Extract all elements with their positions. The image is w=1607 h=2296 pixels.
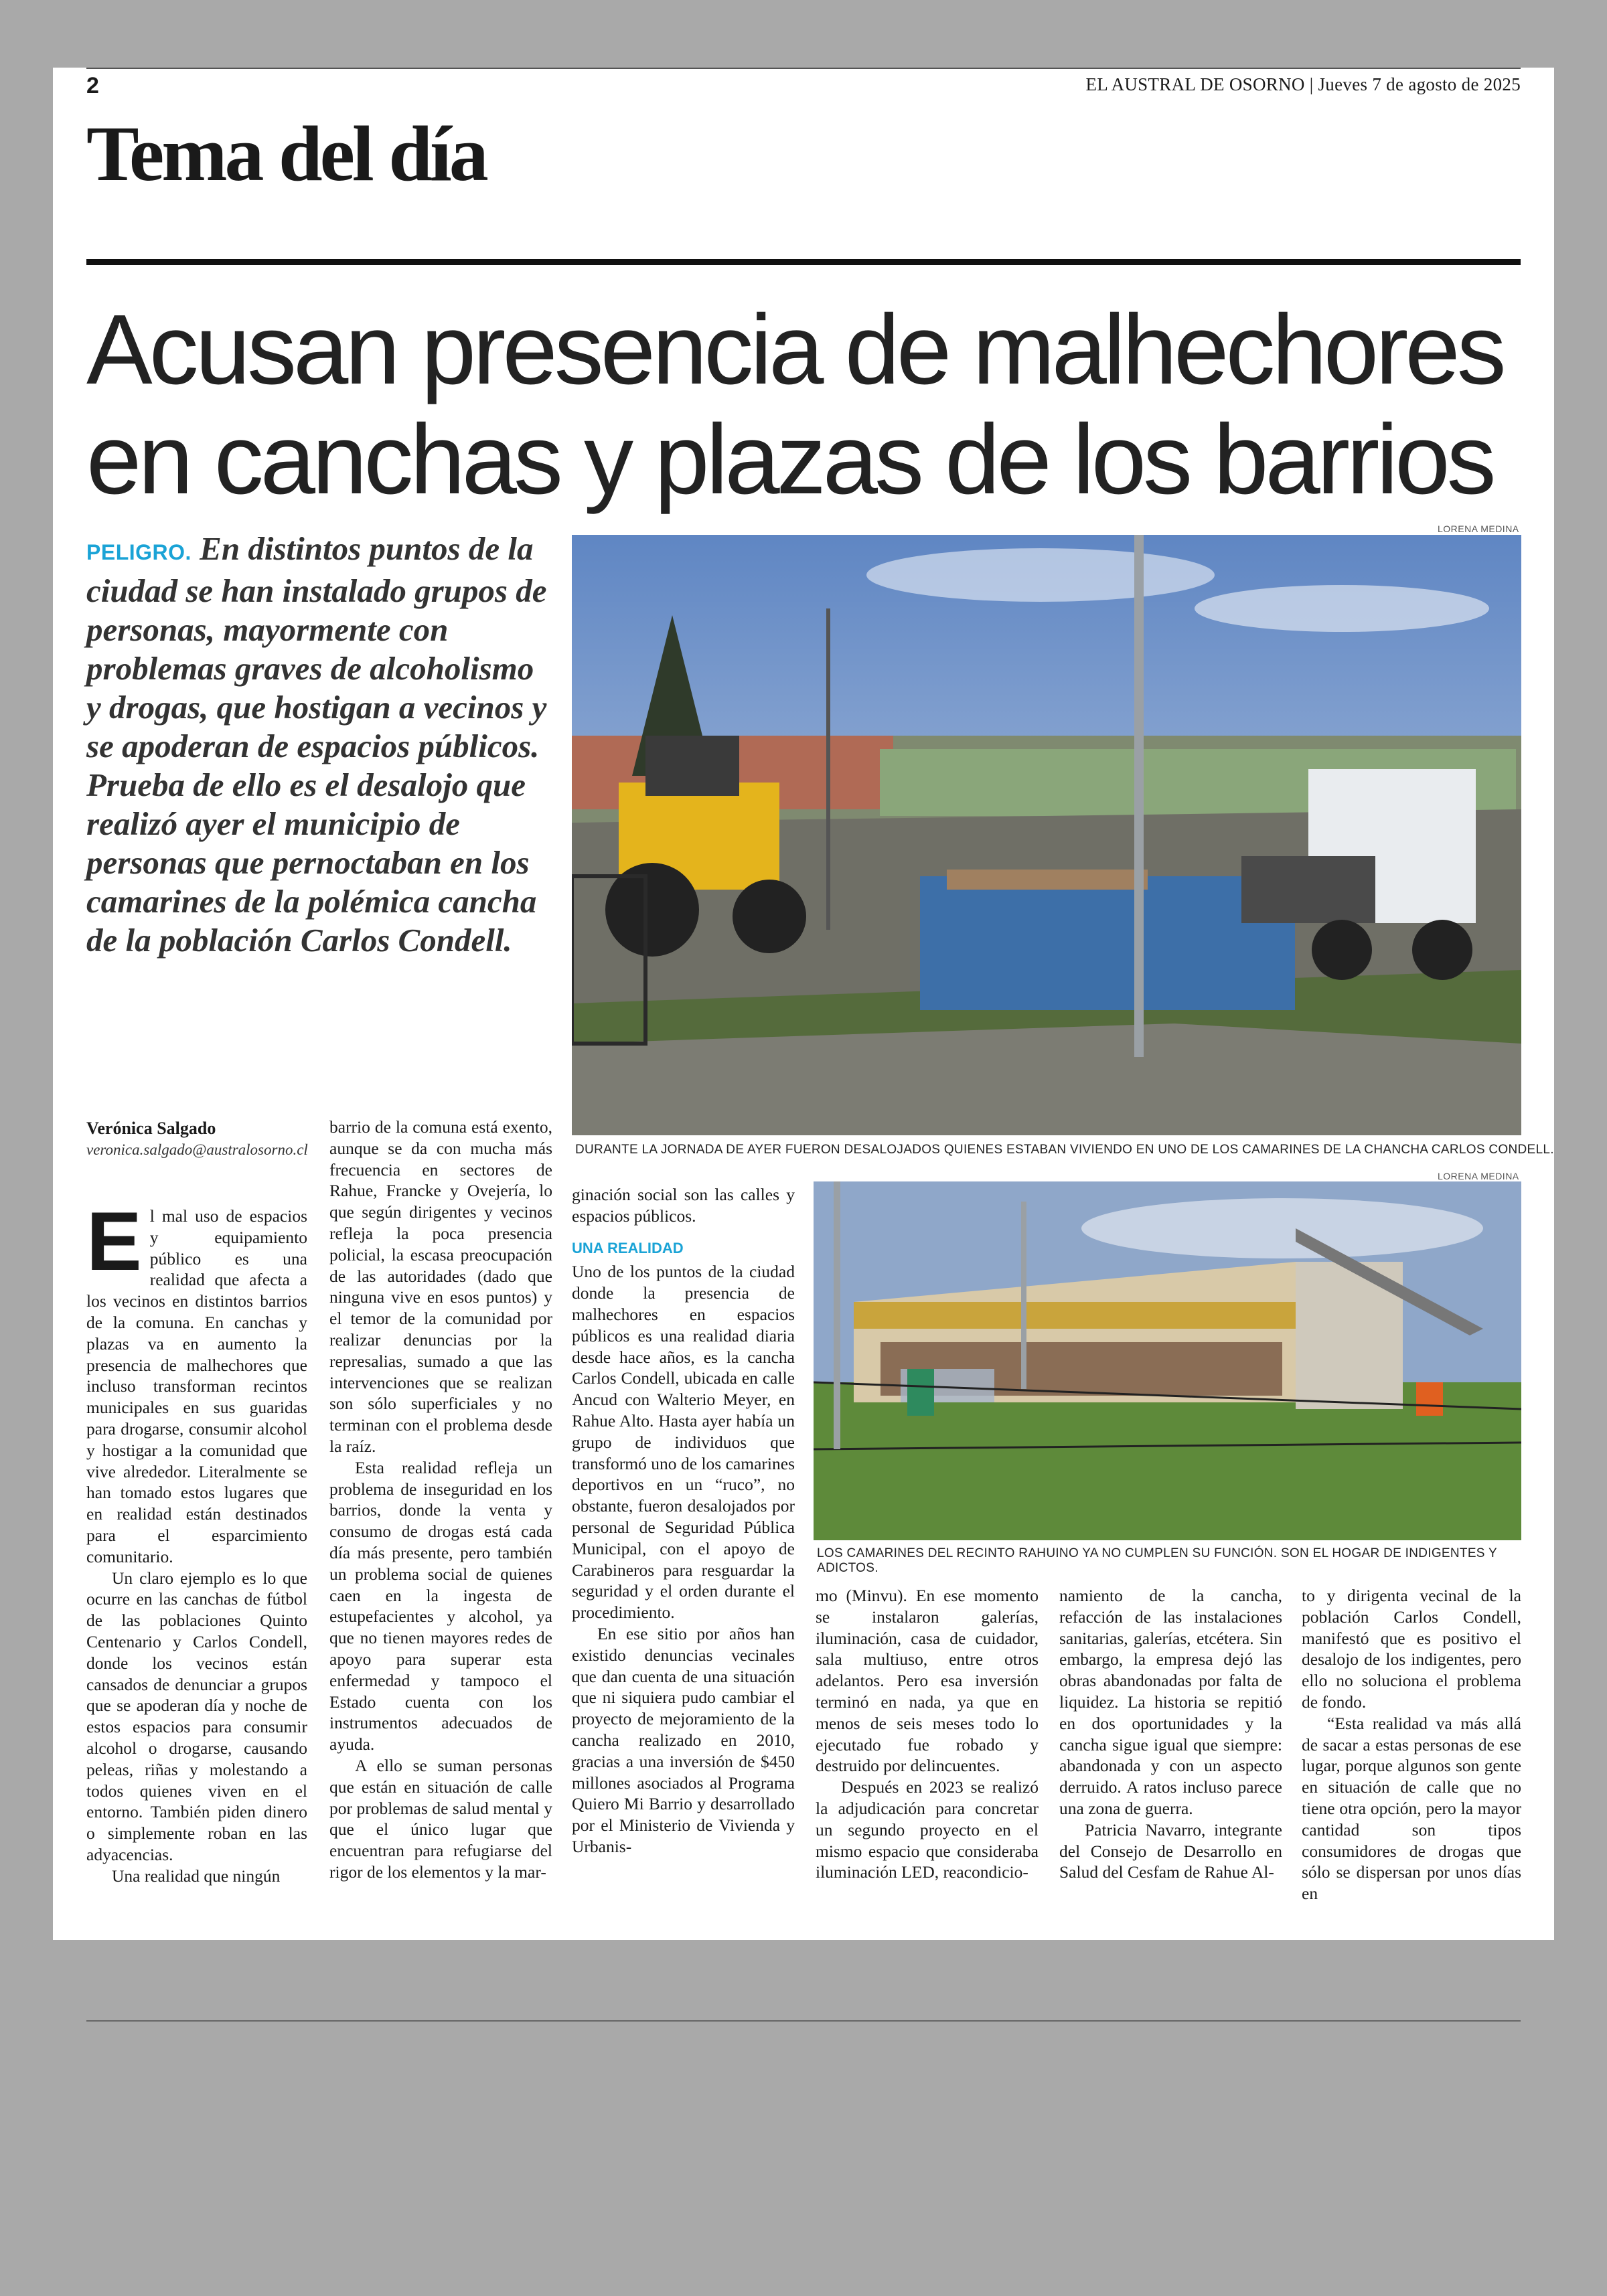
paragraph: Patricia Navarro, integrante del Consejo de Desarrollo en Salud del Cesfam de Rahue Al-: [1059, 1819, 1282, 1882]
paragraph: Uno de los puntos de la ciudad donde la presencia de malhechores en espacios públicos es una realidad diaria desde hace años, es la cancha Carlos Condell, ubicada en calle Ancud con Walterio Meyer, en Rahue Alto. Hasta ayer había un grupo de individuos que transformó uno de los camarines deportivos en un “ruco”, no obstante, fueron desalojados por personal de Seguridad Pública Municipal, con el apoyo de Carabineros para resguardar la seguridad y el orden durante el procedimiento.: [572, 1262, 795, 1623]
photo-credit: LORENA MEDINA: [1438, 523, 1519, 534]
page-number: 2: [86, 73, 99, 98]
photo-field-cleanup: [572, 535, 1521, 1135]
paragraph: l mal uso de espacios y equipamiento público es una realidad que afecta a los vecinos en distintos barrios de la comuna. En canchas y plazas va en aumento la presencia de malhechores que incluso transforman recintos municipales en sus guaridas para drogarse, consumir alcohol y hostigar a la comunidad que vive alrededor. Literalmente se han tomado estos lugares que en realidad están destinados para el esparcimiento comunitario.: [86, 1206, 307, 1566]
bottom-rule: [86, 2020, 1521, 2022]
photo-caption: LOS CAMARINES DEL RECINTO RAHUINO YA NO CUMPLEN SU FUNCIÓN. SON EL HOGAR DE INDIGENTES Y ADICTOS.: [817, 1546, 1497, 1575]
drop-cap: E: [86, 1196, 142, 1288]
byline: [86, 1119, 307, 1159]
body-column-5: [1059, 1585, 1282, 1883]
body-column-1: [86, 1196, 307, 1887]
subhead: UNA REALIDAD: [572, 1239, 684, 1256]
paragraph: Una realidad que ningún: [112, 1866, 281, 1886]
body-column-4: [816, 1585, 1039, 1883]
paragraph: ginación social son las calles y espacios públicos.: [572, 1185, 795, 1226]
photo-credit: LORENA MEDINA: [1438, 1171, 1519, 1181]
photo-caption: DURANTE LA JORNADA DE AYER FUERON DESALOJADOS QUIENES ESTABAN VIVIENDO EN UNO DE LOS CAMARINES DE LA CHANCHA CARLOS CONDELL.: [575, 1143, 1554, 1157]
paragraph: En ese sitio por años han existido denuncias vecinales que dan cuenta de una situación que ni siquiera pudo cambiar el proyecto de mejoramiento de la cancha realizado en 2010, gracias a una inversión de $450 millones asociados al Programa Quiero Mi Barrio y desarrollado por el Ministerio de Vivienda y Urbanis-: [572, 1623, 795, 1856]
paragraph: to y dirigenta vecinal de la población Carlos Condell, manifestó que es positivo el desalojo de los indigentes, pero ello no soluciona el problema de fondo.: [1302, 1586, 1521, 1712]
deck-kicker: PELIGRO.: [86, 540, 192, 564]
deck-text: En distintos puntos de la ciudad se han instalado grupos de personas, mayormente con problemas graves de alcoholismo y drogas, que hostigan a vecinos y se apoderan de espacios públicos. Prueba de ello es el desalojo que realizó ayer el municipio de personas que pernoctaban en los camarines de la polémica cancha de la población Carlos Condell.: [86, 530, 547, 959]
paragraph: “Esta realidad va más allá de sacar a estas personas de ese lugar, porque algunos son gente en situación de calle que no tiene otra opción, pero la mayor cantidad son tipos consumidores de drogas que sólo se dispersan por unos días en: [1302, 1713, 1521, 1904]
top-rule: [86, 68, 1521, 69]
body-column-2: [329, 1117, 552, 1883]
paragraph: Esta realidad refleja un problema de inseguridad en los barrios, donde la venta y consumo de drogas está cada día más presente, pero también un problema social de quienes caen en la ingesta de estupefacientes y alcohol, ya que no tienen mayores redes de apoyo para superar esta enfermedad y tampoco el Estado cuenta con los instrumentos adecuados de ayuda.: [329, 1457, 552, 1754]
paragraph: A ello se suman personas que están en situación de calle por problemas de salud mental y que el único lugar que encuentran para refugiarse del rigor de los elementos y la mar-: [329, 1755, 552, 1882]
body-column-3: [572, 1184, 795, 1858]
headline: Acusan presencia de malhechores en canchas y plazas de los barrios: [86, 295, 1503, 515]
body-column-6: [1302, 1585, 1521, 1904]
author-email: veronica.salgado@australosorno.cl: [86, 1141, 308, 1158]
paragraph: Un claro ejemplo es lo que ocurre en las canchas de fútbol de las poblaciones Quinto Centenario y Carlos Condell, donde los vecinos están cansados de denunciar a grupos que se apoderan día y noche de estos espacios para consumir alcohol o drogarse, causando peleas, riñas y molestando a todos quienes viven en el entorno. También piden dinero o simplemente roban en las adyacencias.: [86, 1568, 307, 1864]
masthead: EL AUSTRAL DE OSORNO | Jueves 7 de agosto de 2025: [1085, 74, 1521, 94]
paragraph: barrio de la comuna está exento, aunque se da con mucha más frecuencia en sectores de Rahue, Francke y Ovejería, lo que según dirigentes y vecinos refleja la poca presencia policial, la escasa preocupación de las autoridades (dado que ninguna vive en esos puntos) y el temor de la comunidad por realizar denuncias por la represalias, sumado a que las intervenciones que se realizan son sólo superficiales y no terminan con el problema desde la raíz.: [329, 1117, 552, 1456]
deck: [86, 529, 548, 960]
author-name: Verónica Salgado: [86, 1119, 216, 1138]
section-title: Tema del día: [86, 110, 486, 197]
newspaper-page: [53, 68, 1554, 1940]
photo-locker-rooms: [814, 1181, 1521, 1540]
paragraph: Después en 2023 se realizó la adjudicación para concretar un segundo proyecto en el mismo espacio que consideraba iluminación LED, reacondicio-: [816, 1777, 1039, 1882]
paragraph: namiento de la cancha, refacción de las instalaciones sanitarias, galerías, etcétera. Sin embargo, la empresa dejó las obras abandonadas por falta de liquidez. La historia se repitió en dos oportunidades y la cancha sigue igual que siempre: abandonada y con un aspecto derruido. A ratos incluso parece una zona de guerra.: [1059, 1586, 1282, 1818]
section-rule: [86, 259, 1521, 265]
paragraph: mo (Minvu). En ese momento se instalaron galerías, iluminación, casa de cuidador, sala multiuso, entre otros adelantos. Pero esa inversión terminó en nada, ya que en menos de seis meses todo lo ejecutado fue robado y destruido por delincuentes.: [816, 1586, 1039, 1776]
